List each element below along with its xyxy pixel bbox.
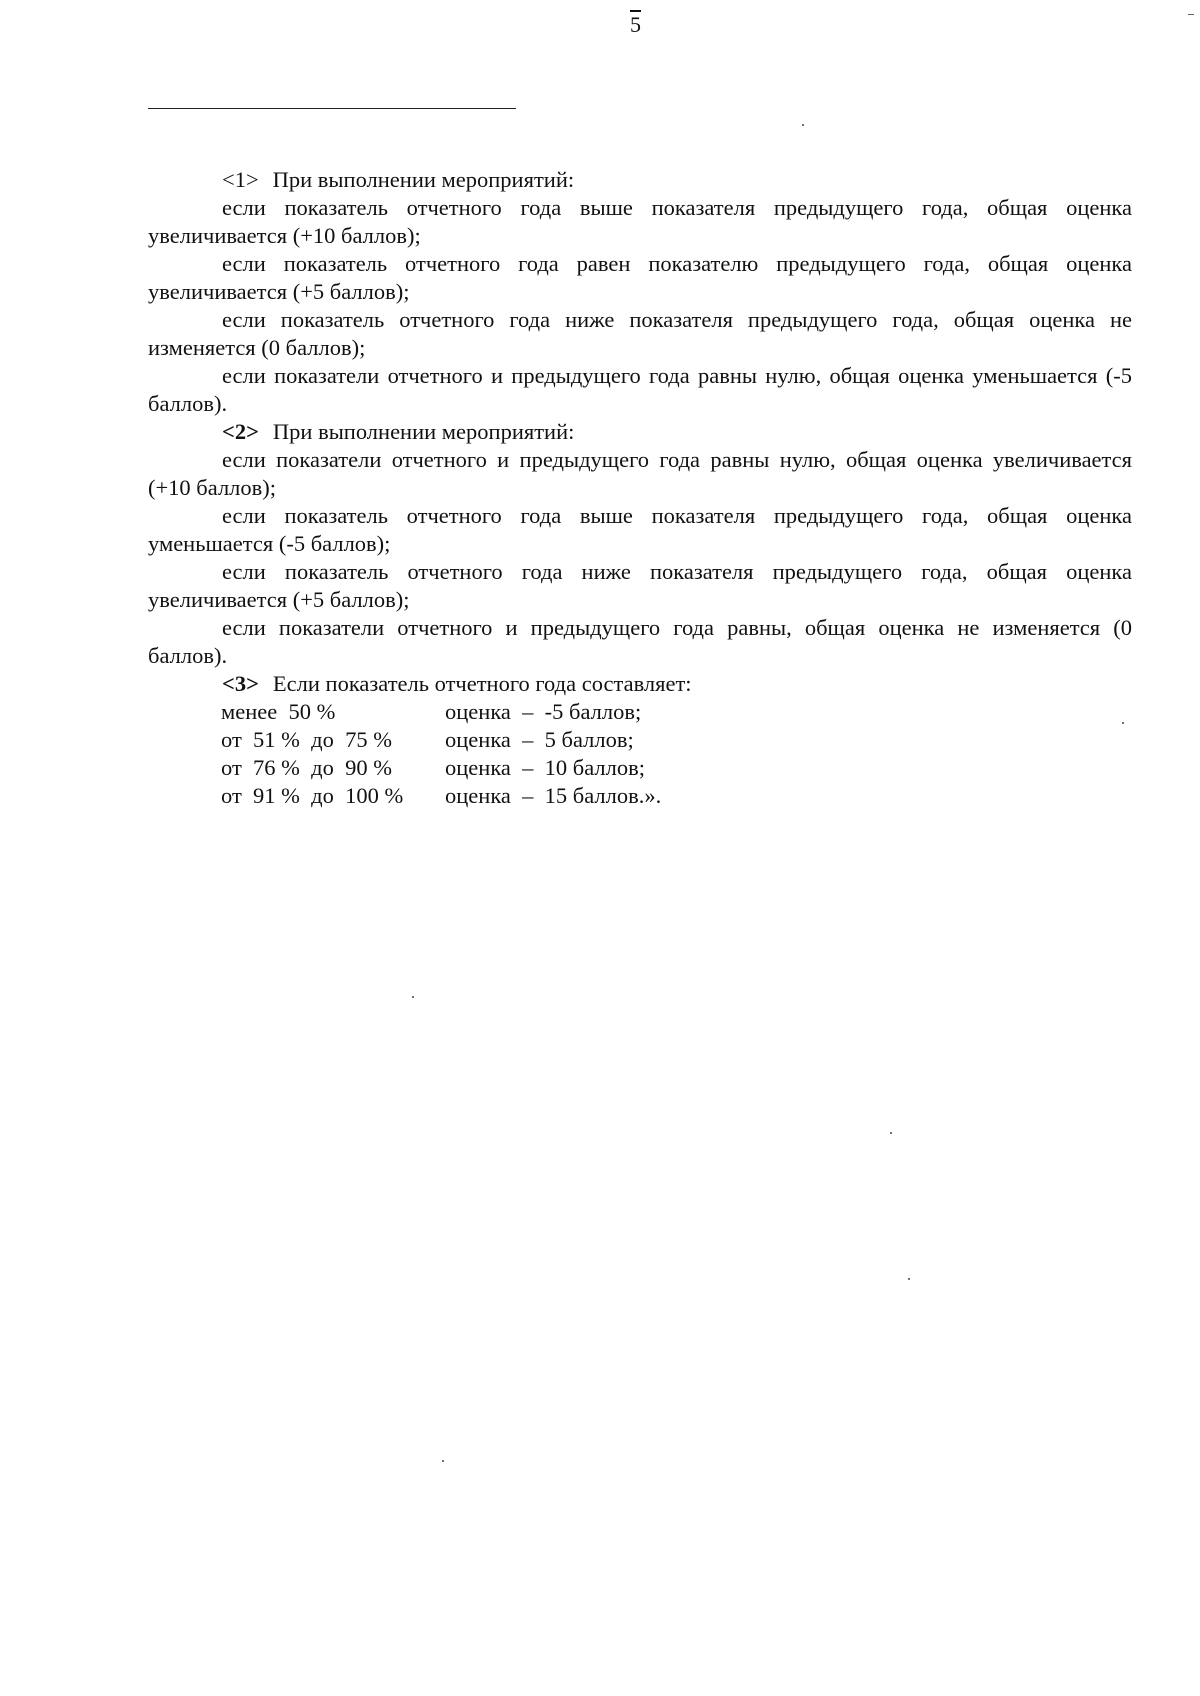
note-2-item-2: если показатель отчетного года выше показателя предыдущего года, общая оценка уменьшается (-5 баллов); [148,503,1132,556]
score-range: менее 50 % [221,699,336,724]
footnote-separator [148,108,516,109]
scan-speck [442,1460,444,1462]
note-2-heading-text: При выполнении мероприятий: [272,419,575,444]
note-2-item-3: если показатель отчетного года ниже показателя предыдущего года, общая оценка увеличивается (+5 баллов); [148,559,1132,612]
note-1-item-2: если показатель отчетного года равен показателю предыдущего года, общая оценка увеличивается (+5 баллов); [148,251,1132,304]
scan-edge-mark [1188,14,1194,15]
scan-speck [802,124,804,126]
score-range: от 91 % до 100 % [221,783,404,808]
score-row [221,754,661,782]
note-3-heading [148,670,1132,698]
note-2-item-4: если показатели отчетного и предыдущего года равны, общая оценка не изменяется (0 баллов). [148,615,1132,668]
note-2-item-1: если показатели отчетного и предыдущего года равны нулю, общая оценка увеличивается (+10 баллов); [148,447,1132,500]
note-1-marker: <1> [222,167,259,192]
note-2-heading [148,418,1132,446]
note-3-marker: <3> [222,671,259,696]
score-value: оценка – 15 баллов.». [445,783,662,808]
scan-speck [1122,722,1124,724]
score-value: оценка – 5 баллов; [445,727,634,752]
score-row [221,726,661,754]
score-range: от 51 % до 75 % [221,727,392,752]
score-table [221,698,661,810]
note-1-item-4: если показатели отчетного и предыдущего года равны нулю, общая оценка уменьшается (-5 баллов). [148,363,1132,416]
note-3-heading-text: Если показатель отчетного года составляет: [272,671,692,696]
note-1-item-3: если показатель отчетного года ниже показателя предыдущего года, общая оценка не изменяется (0 баллов); [148,307,1132,360]
note-2-marker: <2> [222,419,259,444]
note-1-heading-text: При выполнении мероприятий: [272,167,575,192]
note-1-heading [148,166,1132,194]
scan-speck [908,1278,910,1280]
scan-speck [890,1132,892,1134]
score-row [221,698,661,726]
note-1-item-1: если показатель отчетного года выше показателя предыдущего года, общая оценка увеличивается (+10 баллов); [148,195,1132,248]
page-number: 5 [630,12,641,37]
score-value: оценка – -5 баллов; [445,699,642,724]
footnotes-block [148,166,1132,810]
score-row [221,782,661,810]
score-range: от 76 % до 90 % [221,755,392,780]
score-value: оценка – 10 баллов; [445,755,645,780]
scan-speck [412,996,414,998]
